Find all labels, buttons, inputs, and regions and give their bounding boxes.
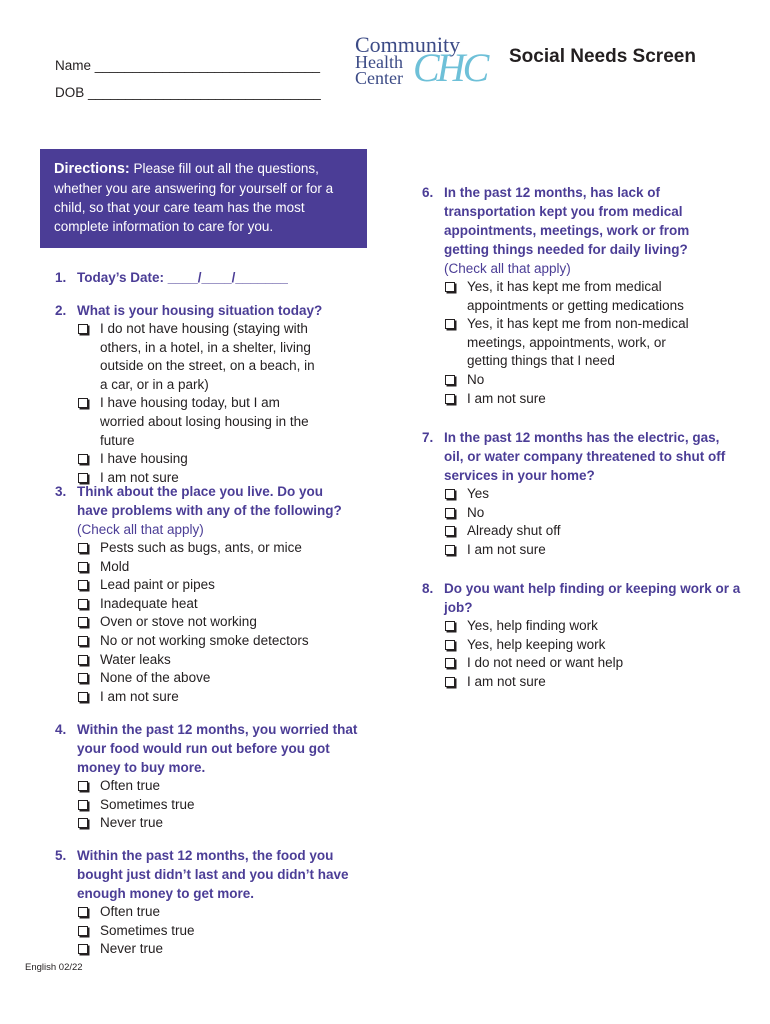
option-label: Pests such as bugs, ants, or mice bbox=[100, 540, 302, 555]
logo-word-health: Health bbox=[355, 52, 403, 72]
checkbox[interactable] bbox=[445, 640, 455, 650]
checkbox[interactable] bbox=[445, 489, 455, 499]
option-label: No bbox=[467, 371, 485, 387]
checkbox[interactable] bbox=[445, 394, 455, 404]
checkbox[interactable] bbox=[445, 658, 455, 668]
option-item[interactable] bbox=[77, 922, 365, 941]
option-item[interactable] bbox=[77, 777, 365, 796]
question-text: In the past 12 months has the electric, gas, oil, or water company threatened to shut off services in your home? bbox=[444, 430, 726, 483]
question-text: Within the past 12 months, the food you bought just didn’t last and you didn’t have enough money to get more. bbox=[77, 848, 349, 901]
option-label: Yes bbox=[467, 486, 490, 501]
question-number: 5. bbox=[55, 848, 67, 863]
option-label: Yes, help keeping work bbox=[467, 636, 606, 652]
name-field[interactable]: Name ______________________________ bbox=[55, 58, 321, 73]
question-number: 8. bbox=[422, 581, 434, 596]
page-title: Social Needs Screen bbox=[509, 46, 696, 67]
question-text[interactable]: Today’s Date: ____/____/_______ bbox=[77, 270, 288, 285]
question-number: 4. bbox=[55, 722, 67, 737]
option-item[interactable] bbox=[77, 814, 365, 833]
option-item[interactable] bbox=[77, 669, 355, 688]
checkbox[interactable] bbox=[78, 800, 88, 810]
option-item[interactable] bbox=[444, 278, 694, 315]
checkbox[interactable] bbox=[78, 580, 88, 590]
option-item[interactable] bbox=[77, 651, 355, 670]
option-label: Already shut off bbox=[467, 523, 561, 539]
checkbox[interactable] bbox=[78, 398, 88, 408]
option-label: No bbox=[467, 504, 485, 520]
checkbox[interactable] bbox=[445, 375, 455, 385]
option-item[interactable] bbox=[77, 613, 355, 632]
checkbox[interactable] bbox=[78, 781, 88, 791]
question-4 bbox=[55, 720, 365, 833]
option-label: I am not sure bbox=[100, 469, 179, 485]
option-label: Oven or stove not working bbox=[100, 614, 257, 630]
question-2 bbox=[55, 301, 345, 487]
checkbox[interactable] bbox=[78, 562, 88, 572]
option-label: Never true bbox=[100, 941, 164, 957]
logo-word-community: Community bbox=[355, 32, 461, 57]
option-label: Yes, it has kept me from medical appointments or getting medications bbox=[467, 279, 684, 313]
question-number: 2. bbox=[55, 303, 67, 318]
checkbox[interactable] bbox=[78, 617, 88, 627]
option-label: I do not need or want help bbox=[467, 655, 624, 671]
option-item[interactable] bbox=[444, 673, 742, 692]
question-note: (Check all that apply) bbox=[444, 261, 571, 276]
question-1 bbox=[55, 268, 355, 287]
option-label: Never true bbox=[100, 815, 164, 831]
question-text: Do you want help finding or keeping work or a job? bbox=[444, 581, 741, 615]
option-item[interactable] bbox=[77, 450, 317, 469]
question-5 bbox=[55, 846, 365, 959]
option-item[interactable] bbox=[444, 541, 742, 560]
option-item[interactable] bbox=[77, 903, 365, 922]
option-item[interactable] bbox=[77, 576, 355, 595]
option-label: None of the above bbox=[100, 670, 211, 686]
option-item[interactable] bbox=[77, 394, 317, 450]
option-label: I am not sure bbox=[467, 673, 546, 689]
checkbox[interactable] bbox=[78, 543, 88, 553]
checkbox[interactable] bbox=[78, 454, 88, 464]
logo-word-center: Center bbox=[355, 68, 403, 88]
checkbox[interactable] bbox=[78, 692, 88, 702]
checkbox[interactable] bbox=[78, 655, 88, 665]
question-text: In the past 12 months, has lack of transportation kept you from medical appointments, meetings, work or from getting things needed for daily living? bbox=[444, 185, 690, 257]
checkbox[interactable] bbox=[78, 907, 88, 917]
checkbox[interactable] bbox=[445, 526, 455, 536]
question-number: 6. bbox=[422, 185, 434, 200]
option-label: Often true bbox=[100, 904, 161, 919]
checkbox[interactable] bbox=[445, 282, 455, 292]
question-number: 1. bbox=[55, 270, 67, 285]
option-label: Sometimes true bbox=[100, 796, 195, 812]
option-item[interactable] bbox=[77, 539, 355, 558]
option-item[interactable] bbox=[77, 796, 365, 815]
question-note: (Check all that apply) bbox=[77, 522, 204, 537]
checkbox[interactable] bbox=[78, 636, 88, 646]
option-label: Often true bbox=[100, 778, 161, 793]
option-label: I am not sure bbox=[467, 390, 546, 406]
checkbox[interactable] bbox=[445, 545, 455, 555]
question-number: 3. bbox=[55, 484, 67, 499]
option-item[interactable] bbox=[77, 940, 365, 959]
option-label: No or not working smoke detectors bbox=[100, 632, 309, 648]
option-label: Yes, help finding work bbox=[467, 618, 598, 633]
option-item[interactable] bbox=[77, 558, 355, 577]
checkbox[interactable] bbox=[78, 673, 88, 683]
option-label: I am not sure bbox=[467, 541, 546, 557]
logo-chc-mark: CHC bbox=[413, 45, 487, 90]
directions-box bbox=[40, 149, 367, 248]
question-8 bbox=[422, 579, 742, 691]
option-item[interactable] bbox=[444, 522, 742, 541]
question-3 bbox=[55, 482, 355, 706]
checkbox[interactable] bbox=[78, 324, 88, 334]
option-label: I do not have housing (staying with others, in a hotel, in a shelter, living outside on the street, on a beach, in a car, or in a park) bbox=[100, 321, 315, 392]
question-text: Within the past 12 months, you worried that your food would run out before you got money to buy more. bbox=[77, 722, 358, 775]
option-item[interactable] bbox=[444, 617, 742, 636]
option-item[interactable] bbox=[444, 371, 694, 390]
directions-heading: Directions: bbox=[54, 161, 130, 177]
checkbox[interactable] bbox=[78, 599, 88, 609]
checkbox[interactable] bbox=[78, 944, 88, 954]
option-item[interactable] bbox=[77, 632, 355, 651]
option-label: Sometimes true bbox=[100, 922, 195, 938]
checkbox[interactable] bbox=[78, 926, 88, 936]
checkbox[interactable] bbox=[78, 818, 88, 828]
option-label: Yes, it has kept me from non-medical meetings, appointments, work, or getting things that I need bbox=[467, 316, 689, 369]
directions-text: Please fill out all the questions, whether you are answering for yourself or for a child, so that your care team has the most complete information to care for you. bbox=[54, 161, 334, 234]
checkbox[interactable] bbox=[445, 508, 455, 518]
question-6 bbox=[422, 183, 722, 408]
option-label: Water leaks bbox=[100, 651, 171, 667]
question-text: What is your housing situation today? bbox=[77, 303, 323, 318]
option-item[interactable] bbox=[77, 595, 355, 614]
option-item[interactable] bbox=[77, 688, 355, 707]
option-item[interactable] bbox=[444, 390, 694, 409]
question-7 bbox=[422, 428, 742, 559]
community-health-center-logo bbox=[355, 34, 500, 90]
option-item[interactable] bbox=[444, 315, 694, 371]
question-number: 7. bbox=[422, 430, 434, 445]
checkbox[interactable] bbox=[445, 621, 455, 631]
option-label: I have housing today, but I am worried about losing housing in the future bbox=[100, 395, 309, 448]
checkbox[interactable] bbox=[445, 677, 455, 687]
option-item[interactable] bbox=[77, 320, 317, 394]
option-item[interactable] bbox=[444, 654, 742, 673]
dob-field[interactable]: DOB _______________________________ bbox=[55, 85, 321, 100]
option-label: I am not sure bbox=[100, 688, 179, 704]
option-label: Mold bbox=[100, 558, 130, 574]
question-text: Think about the place you live. Do you have problems with any of the following? bbox=[77, 484, 342, 518]
option-item[interactable] bbox=[444, 485, 742, 504]
option-item[interactable] bbox=[444, 636, 742, 655]
option-label: Lead paint or pipes bbox=[100, 577, 215, 593]
option-item[interactable] bbox=[444, 504, 742, 523]
footer-version: English 02/22 bbox=[25, 962, 83, 973]
option-label: Inadequate heat bbox=[100, 595, 198, 611]
option-label: I have housing bbox=[100, 451, 188, 467]
checkbox[interactable] bbox=[445, 319, 455, 329]
